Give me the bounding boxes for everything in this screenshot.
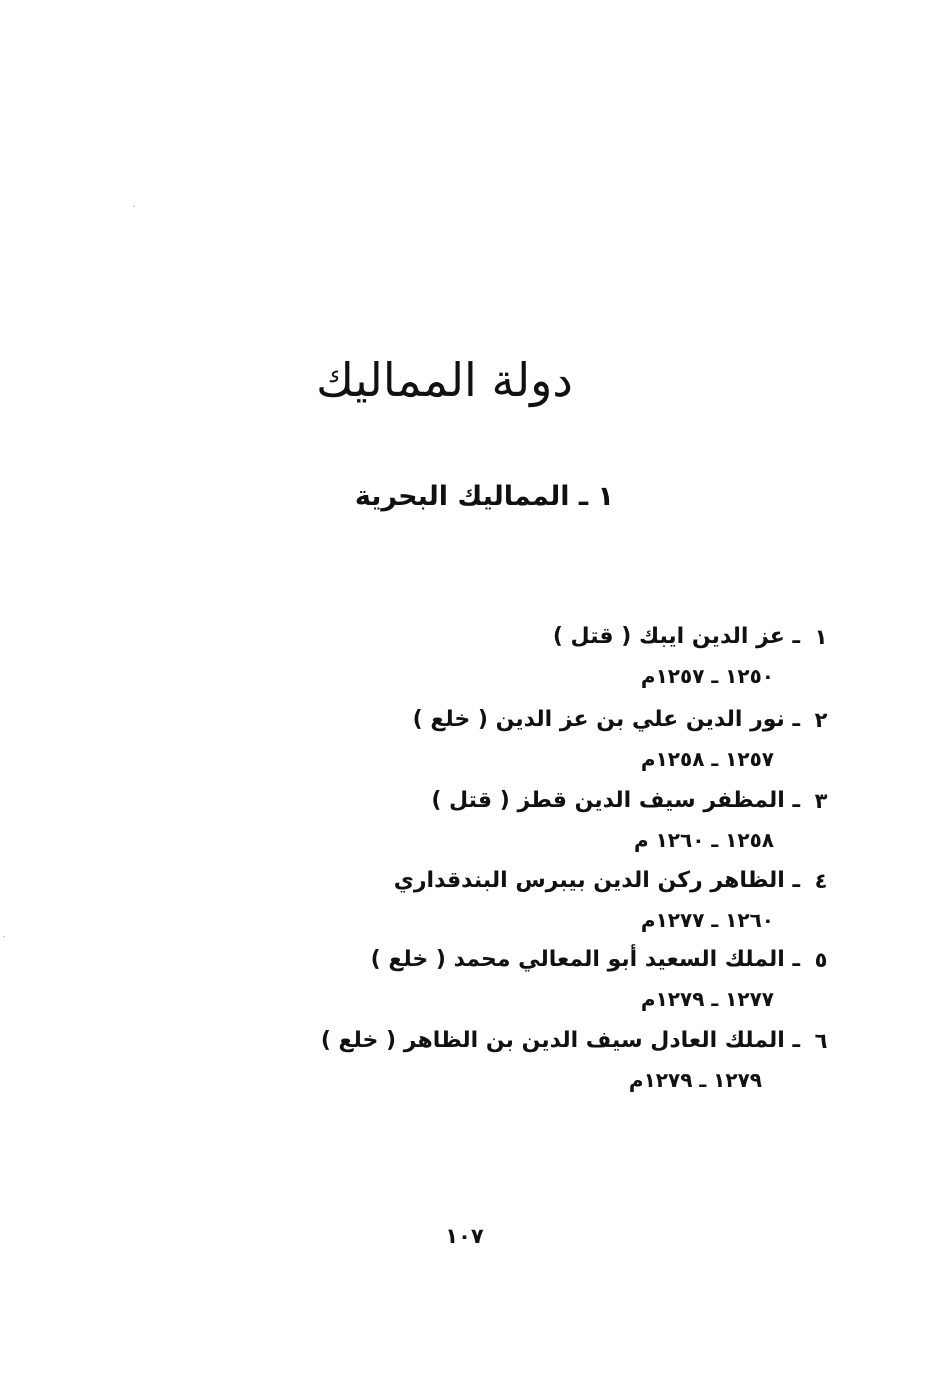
page-number: ١٠٧ — [445, 1224, 484, 1248]
chapter-title-text: دولة المماليك — [316, 353, 573, 407]
reign-dates: ١٢٥٧ ـ ١٢٥٨م — [640, 747, 774, 771]
list-item — [292, 618, 832, 701]
ruler-name: ـ نور الدين علي بن عز الدين ( خلع ) — [412, 707, 800, 732]
scan-speck — [3, 936, 5, 937]
reign-dates: ١٢٦٠ ـ ١٢٧٧م — [640, 908, 774, 932]
list-item — [292, 941, 832, 1022]
scan-speck — [133, 206, 135, 207]
ruler-name: ـ الملك السعيد أبو المعالي محمد ( خلع ) — [370, 947, 800, 972]
section-heading: ١ ـ المماليك البحرية — [354, 481, 614, 512]
chapter-title — [0, 345, 929, 415]
reign-dates: ١٢٥٨ ـ ١٢٦٠ م — [633, 828, 774, 852]
reign-dates: ١٢٧٩ ـ ١٢٧٩م — [628, 1068, 762, 1092]
list-item — [292, 782, 832, 862]
entry-number: ٤ — [814, 869, 828, 893]
list-item — [292, 701, 832, 782]
list-item — [292, 1022, 832, 1102]
list-item — [292, 862, 832, 941]
ruler-name: ـ الظاهر ركن الدين بيبرس البندقداري — [393, 868, 800, 893]
ruler-name: ـ المظفر سيف الدين قطز ( قتل ) — [431, 788, 800, 813]
entry-number: ٣ — [814, 789, 828, 813]
entry-number: ٢ — [814, 708, 828, 732]
entry-number: ١ — [814, 625, 828, 649]
reign-dates: ١٢٧٧ ـ ١٢٧٩م — [640, 987, 774, 1011]
ruler-name: ـ الملك العادل سيف الدين بن الظاهر ( خلع ) — [320, 1028, 800, 1053]
entry-number: ٥ — [814, 948, 828, 972]
reign-dates: ١٢٥٠ ـ ١٢٥٧م — [640, 664, 774, 688]
ruler-name: ـ عز الدين ايبك ( قتل ) — [552, 624, 800, 649]
entry-number: ٦ — [814, 1029, 828, 1053]
rulers-list — [292, 618, 832, 1102]
